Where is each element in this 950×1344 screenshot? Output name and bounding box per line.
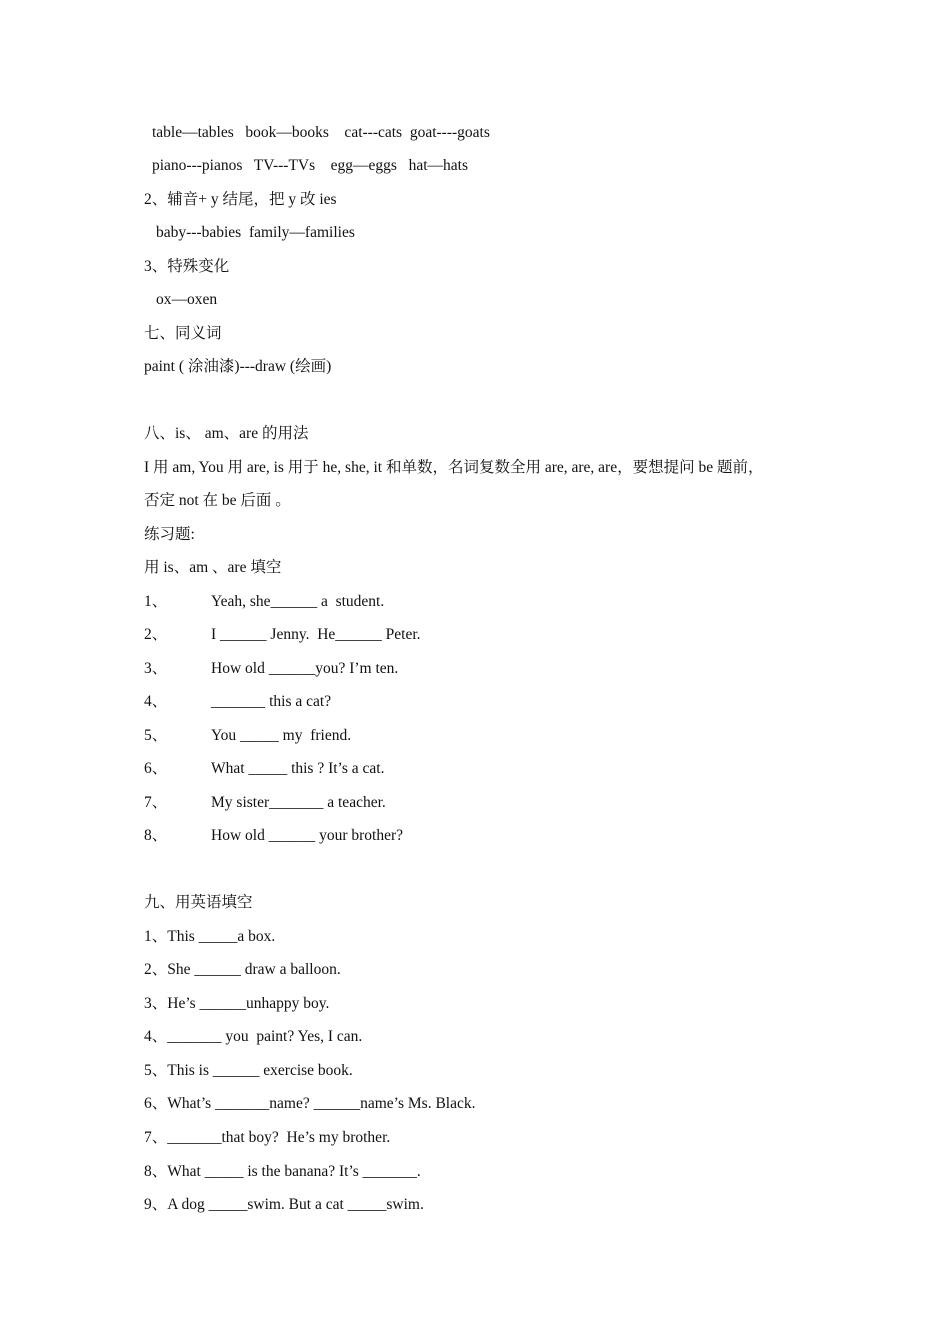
exercise-text: _______ this a cat?: [211, 693, 332, 710]
exercise-text: Yeah, she______ a student.: [211, 593, 385, 610]
section8-instruction: 用 is、am 、are 填空: [144, 559, 282, 576]
section9-exercise: 2、She ______ draw a balloon.: [144, 961, 341, 978]
section9-heading: 九、用英语填空: [144, 894, 253, 911]
rule2-heading: 2、辅音+ y 结尾，把 y 改 ies: [144, 191, 337, 208]
exercise-text: You _____ my friend.: [211, 727, 352, 744]
section9-exercise: 6、What’s _______name? ______name’s Ms. Black.: [144, 1095, 476, 1112]
exercise-number: 2、: [144, 626, 168, 643]
practice-label: 练习题:: [144, 526, 195, 543]
exercise-number: 7、: [144, 794, 168, 811]
exercise-number: 5、: [144, 727, 168, 744]
rule2-example: baby---babies family—families: [156, 224, 355, 241]
section9-exercise: 3、He’s ______unhappy boy.: [144, 995, 330, 1012]
section9-exercise: 1、This _____a box.: [144, 928, 276, 945]
exercise-text: What _____ this ? It’s a cat.: [211, 760, 385, 777]
section8-rule-line-1: I 用 am, You 用 are, is 用于 he, she, it 和单数，名词复数全用 are, are, are，要想提问 be 题前，: [144, 459, 764, 476]
exercise-text: My sister_______ a teacher.: [211, 794, 386, 811]
exercise-text: How old ______you? I’m ten.: [211, 660, 399, 677]
rule3-example: ox—oxen: [156, 291, 218, 308]
section9-exercise: 8、What _____ is the banana? It’s _______.: [144, 1163, 421, 1180]
plural-examples-line-1: table—tables book—books cat---cats goat----goats: [152, 124, 490, 141]
section9-exercise: 4、_______ you paint? Yes, I can.: [144, 1028, 363, 1045]
exercise-number: 8、: [144, 827, 168, 844]
exercise-number: 4、: [144, 693, 168, 710]
section9-exercise: 7、_______that boy? He’s my brother.: [144, 1129, 391, 1146]
rule3-heading: 3、特殊变化: [144, 258, 230, 275]
section7-heading: 七、同义词: [144, 325, 222, 342]
section7-synonym-line: paint ( 涂油漆)---draw (绘画): [144, 358, 332, 375]
exercise-number: 3、: [144, 660, 168, 677]
section9-exercise: 9、A dog _____swim. But a cat _____swim.: [144, 1196, 424, 1213]
exercise-text: How old ______ your brother?: [211, 827, 403, 844]
section8-rule-line-2: 否定 not 在 be 后面 。: [144, 492, 291, 509]
exercise-number: 1、: [144, 593, 168, 610]
exercise-number: 6、: [144, 760, 168, 777]
section8-heading: 八、is、 am、are 的用法: [144, 425, 309, 442]
exercise-text: I ______ Jenny. He______ Peter.: [211, 626, 421, 643]
section9-exercise: 5、This is ______ exercise book.: [144, 1062, 353, 1079]
plural-examples-line-2: piano---pianos TV---TVs egg—eggs hat—hats: [152, 157, 468, 174]
